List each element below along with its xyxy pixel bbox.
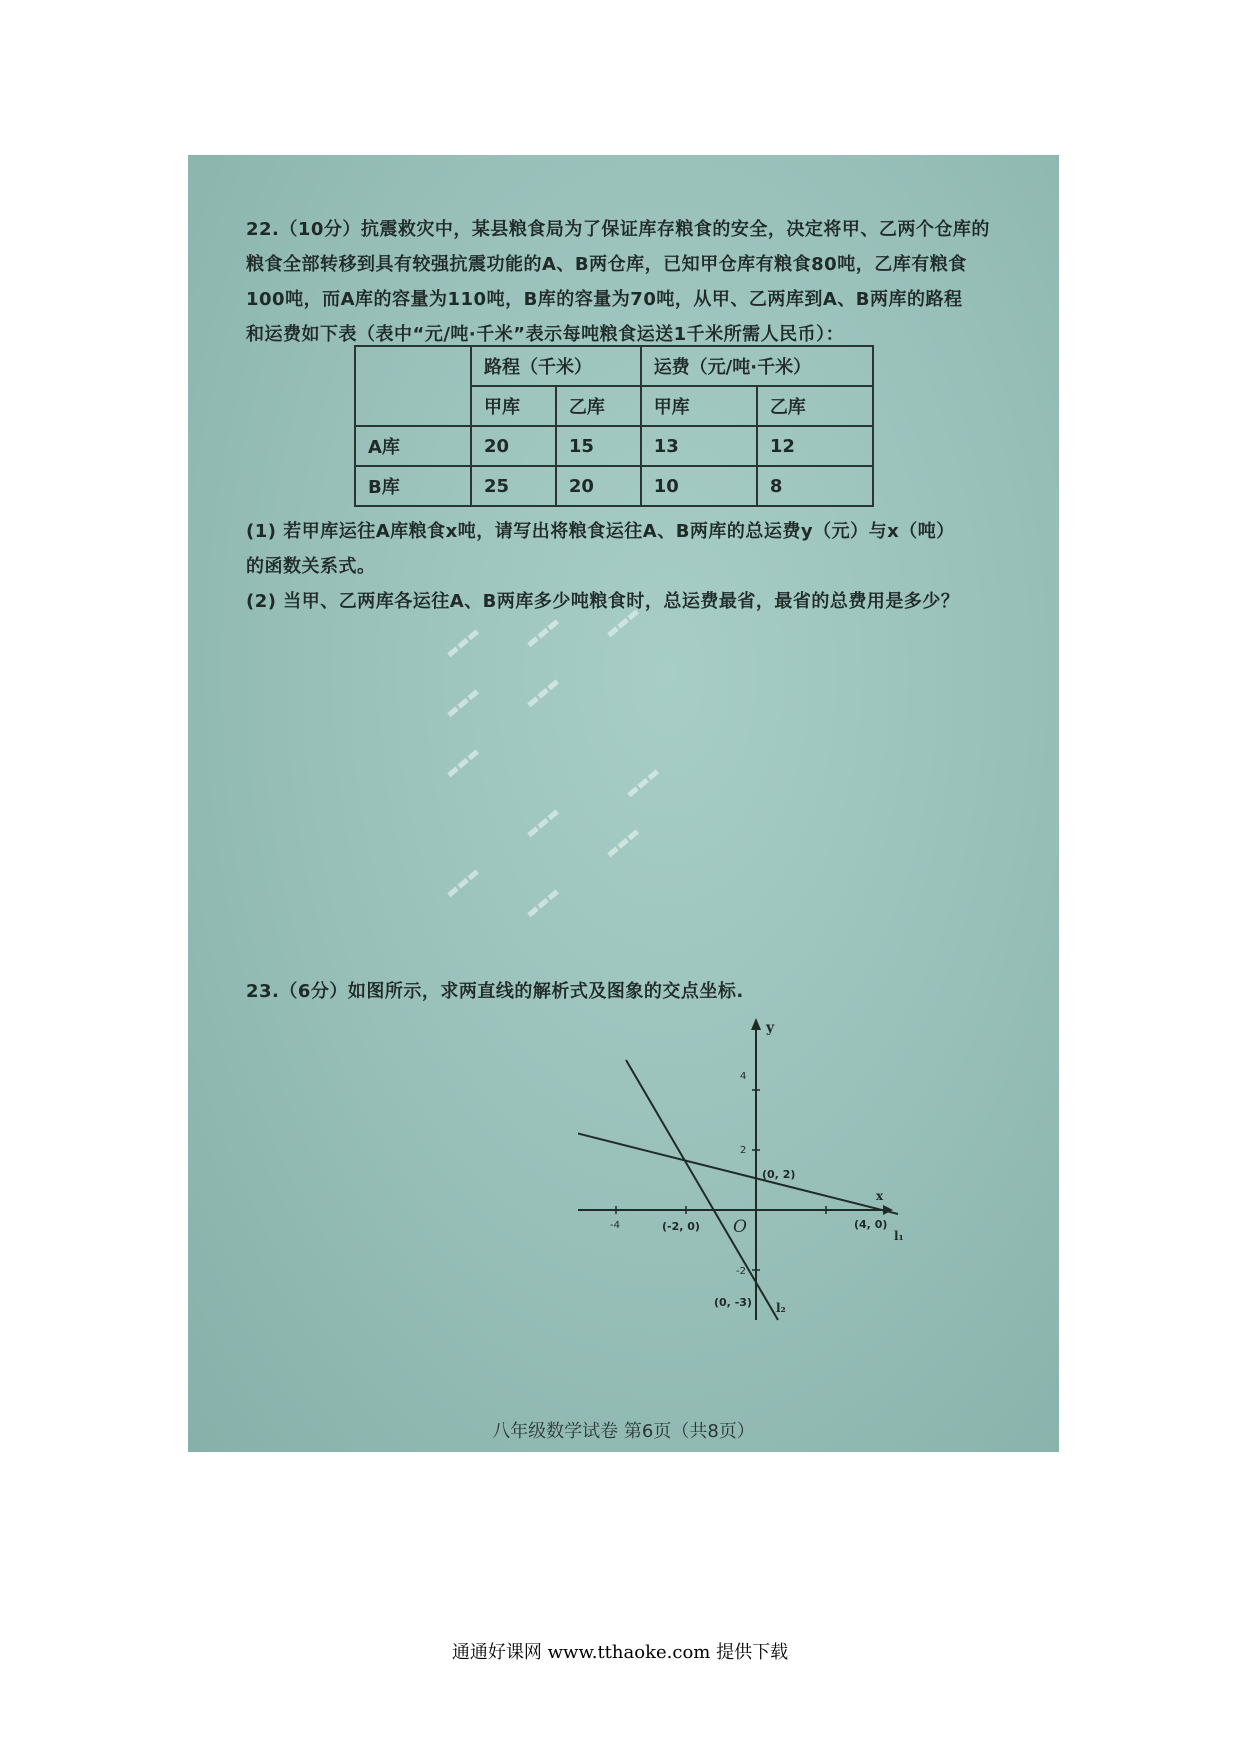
x-axis-label: x [876,1189,884,1203]
q22-line-3: 100吨，而A库的容量为110吨，B库的容量为70吨，从甲、乙两库到A、B两库的路程 [246,289,963,310]
route-cost-table [354,345,874,507]
watermark-mark: ▬▬▬ [522,884,564,922]
watermark-mark: ▬▬▬ [522,804,564,842]
watermark-mark: ▬▬▬ [622,764,664,802]
watermark-mark: ▬▬▬ [602,824,644,862]
watermark-mark: ▬▬▬ [442,864,484,902]
line-l2-label: l₂ [776,1301,786,1315]
table-cell: 25 [471,466,556,506]
q22-line-4: 和运费如下表（表中“元/吨·千米”表示每吨粮食运送1千米所需人民币）： [246,324,845,345]
tick-label: 4 [740,1071,747,1082]
q22-line-1: 22.（10分）抗震救灾中，某县粮食局为了保证库存粮食的安全，决定将甲、乙两个仓库的 [246,219,990,240]
q22-part1-line-2: 的函数关系式。 [246,556,376,577]
y-axis-label: y [766,1020,775,1036]
row-label: B库 [355,466,471,506]
table-cell: 13 [641,426,757,466]
q22-part1-line-1: (1) 若甲库运往A库粮食x吨，请写出将粮食运往A、B两库的总运费y（元）与x（吨） [246,521,955,542]
watermark-mark: ▬▬▬ [522,614,564,652]
header-cost: 运费（元/吨·千米） [641,346,873,386]
point-label-0-2: (0, 2) [762,1168,796,1181]
point-label-0-neg3: (0, -3) [714,1296,752,1309]
table-corner-cell [355,346,471,426]
row-label: A库 [355,426,471,466]
watermark-mark: ▬▬▬ [442,744,484,782]
watermark-mark: ▬▬▬ [442,684,484,722]
exam-photo [188,155,1059,1452]
tick-label: -2 [736,1266,746,1277]
origin-label: O [733,1217,747,1237]
table-row [355,426,873,466]
watermark-mark: ▬▬▬ [522,674,564,712]
table-cell: 15 [556,426,641,466]
table-cell: 20 [471,426,556,466]
q22-part2: (2) 当甲、乙两库各运往A、B两库多少吨粮食时，总运费最省，最省的总费用是多少？ [246,591,960,612]
subheader-cell: 乙库 [757,386,873,426]
q22-line-2: 粮食全部转移到具有较强抗震功能的A、B两仓库，已知甲仓库有粮食80吨，乙库有粮食 [246,254,967,275]
table-cell: 8 [757,466,873,506]
watermark-mark: ▬▬▬ [442,624,484,662]
y-axis-arrow-icon [751,1018,761,1030]
subheader-cell: 乙库 [556,386,641,426]
point-label-4-0: (4, 0) [854,1218,888,1231]
q23-question: 23.（6分）如图所示，求两直线的解析式及图象的交点坐标. [246,981,744,1002]
point-label-neg2-0: (-2, 0) [662,1220,700,1233]
table-row [355,466,873,506]
subheader-cell: 甲库 [471,386,556,426]
tick-label: 2 [740,1145,747,1156]
line-l1-label: l₁ [894,1229,904,1243]
site-credit-footer: 通通好课网 www.tthaoke.com 提供下载 [451,1642,789,1663]
photo-page-footer: 八年级数学试卷 第6页（共8页） [492,1421,755,1442]
header-distance: 路程（千米） [471,346,641,386]
table-header-row [355,346,873,386]
table-cell: 20 [556,466,641,506]
watermark-mark: ▬▬▬ [602,604,644,642]
table-cell: 12 [757,426,873,466]
line-l1 [578,1132,898,1214]
tick-label: -4 [610,1220,620,1231]
subheader-cell: 甲库 [641,386,757,426]
coordinate-graph [578,1000,998,1330]
table-cell: 10 [641,466,757,506]
